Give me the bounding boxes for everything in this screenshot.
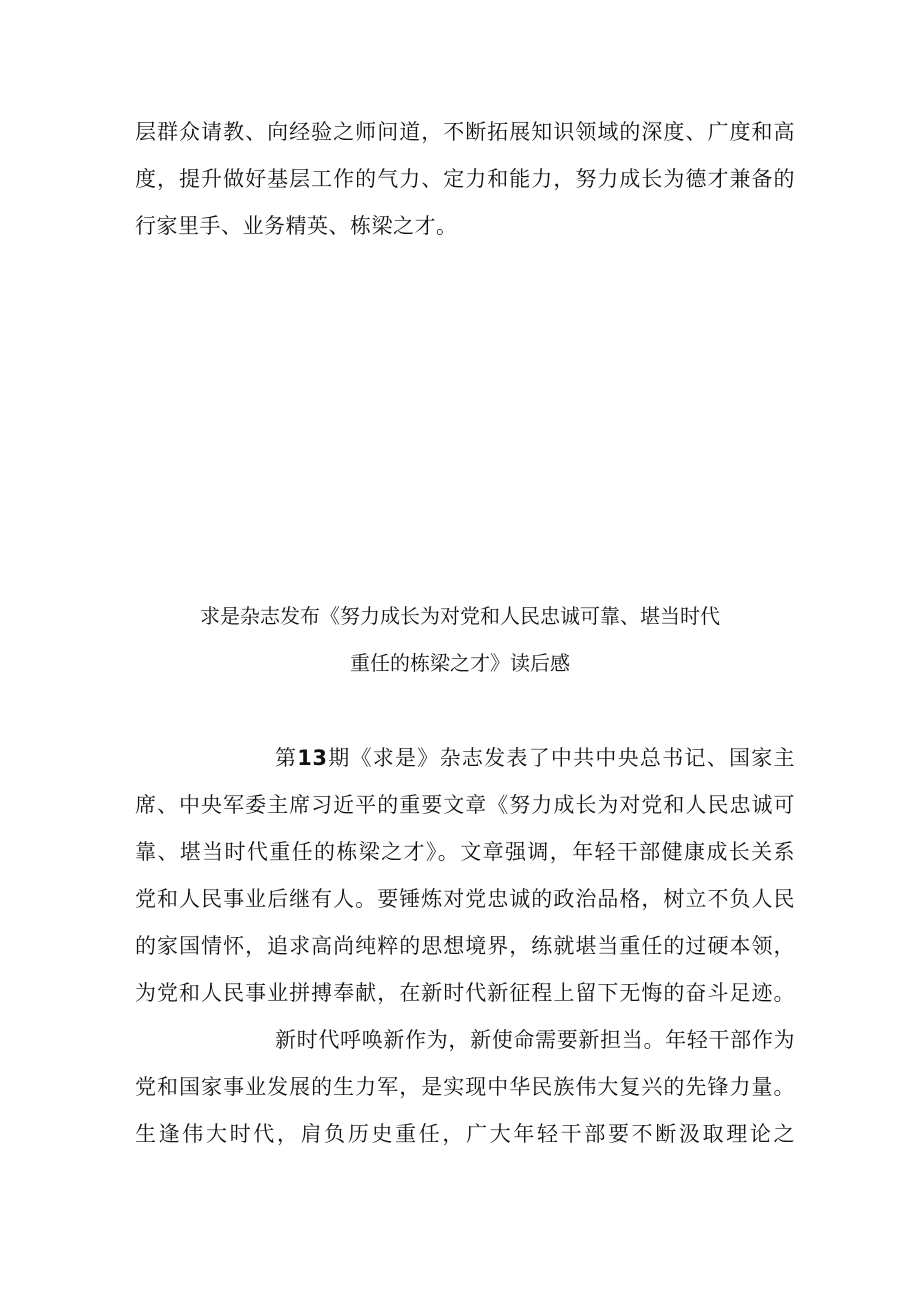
top-paragraph-line-2: 度，提升做好基层工作的气力、定力和能力，努力成长为德才兼备的 xyxy=(135,167,795,191)
para1-line-6: 为党和人民事业拼搏奉献，在新时代新征程上留下无悔的奋斗足迹。 xyxy=(135,981,795,1005)
para1-line-2: 席、中央军委主席习近平的重要文章《努力成长为对党和人民忠诚可 xyxy=(135,793,795,817)
para1-first-line-rest: 期《求是》杂志发表了中共中央总书记、国家主 xyxy=(327,746,795,770)
top-paragraph-line-1: 层群众请教、向经验之师问道，不断拓展知识领域的深度、广度和高 xyxy=(135,120,795,144)
para1-line-1 xyxy=(275,743,795,773)
para1-line-4: 党和人民事业后继有人。要锤炼对党忠诚的政治品格，树立不负人民 xyxy=(135,887,795,911)
top-paragraph-line-3: 行家里手、业务精英、栋梁之才。 xyxy=(135,214,458,238)
issue-number: 13 xyxy=(297,746,328,770)
article-title-line-2: 重任的栋梁之才》读后感 xyxy=(350,651,570,675)
article-title-line-1: 求是杂志发布《努力成长为对党和人民忠诚可靠、堪当时代 xyxy=(200,604,720,628)
para2-line-3: 生逢伟大时代，肩负历史重任，广大年轻干部要不断汲取理论之 xyxy=(135,1122,795,1146)
para1-line-3: 靠、堪当时代重任的栋梁之才》。文章强调，年轻干部健康成长关系 xyxy=(135,840,795,864)
para1-prefix: 第 xyxy=(275,746,298,770)
para2-line-1: 新时代呼唤新作为，新使命需要新担当。年轻干部作为 xyxy=(275,1028,795,1052)
para2-line-2: 党和国家事业发展的生力军，是实现中华民族伟大复兴的先锋力量。 xyxy=(135,1075,795,1099)
para1-line-5: 的家国情怀，追求高尚纯粹的思想境界，练就堪当重任的过硬本领， xyxy=(135,934,795,958)
